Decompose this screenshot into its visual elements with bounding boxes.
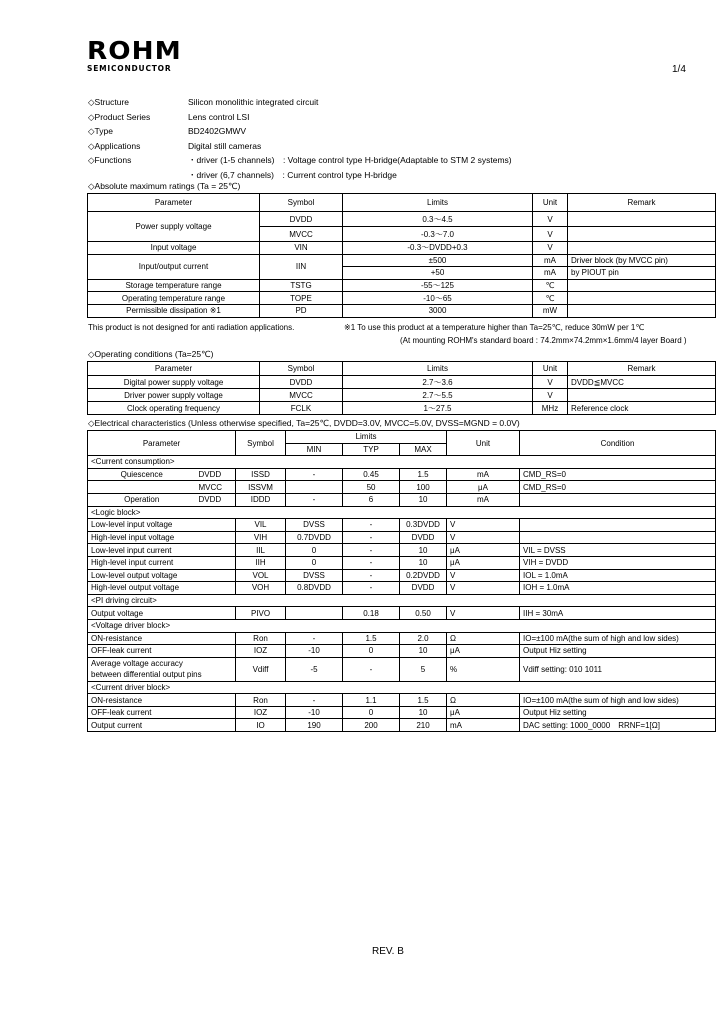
table-row: Low-level input current IIL 0 - 10 μA VIL = DVSS [88,544,716,557]
table-row: Quiescence DVDD ISSD - 0.45 1.5 mA CMD_RS=0 [88,468,716,481]
table-row: Clock operating frequency FCLK 1～27.5 MHz Reference clock [88,402,716,415]
dissipation-note: ※1 To use this product at a temperature higher than Ta=25℃, reduce 30mW per 1℃ [344,323,645,332]
page-number: 1/4 [672,64,686,75]
table-row: +50 mA by PIOUT pin [88,267,716,280]
info-row: ◇Functions ・driver (1-5 channels) : Voltage control type H-bridge(Adaptable to STM 2 systems) [88,155,512,165]
table-row: Operation DVDD IDDD - 6 10 mA [88,493,716,506]
table-row: Power supply voltage DVDD 0.3～4.5 V [88,212,716,227]
rohm-logo [87,36,182,73]
table-row: Low-level output voltage VOL DVSS - 0.2DVDD V IOL = 1.0mA [88,569,716,582]
table-row: Input voltage VIN -0.3～DVDD+0.3 V [88,242,716,255]
operating-table [87,361,716,415]
table-header-row: MIN TYP MAX [88,443,716,456]
revision-label: REV. B [372,946,404,957]
section-row: <Current consumption> [88,456,716,469]
section-row: <Logic block> [88,506,716,519]
info-row: ◇Product Series Lens control LSI [88,111,250,122]
abs-max-heading: ◇Absolute maximum ratings (Ta = 25℃) [88,181,241,191]
table-row: Storage temperature range TSTG -55～125 ℃ [88,279,716,292]
product-info [88,95,512,182]
abs-max-table [87,193,716,318]
info-row: ◇Type BD2402GMWV [88,126,247,136]
table-row: High-level input current IIH 0 - 10 μA VIH = DVDD [88,556,716,569]
brand-name: ROHM [87,36,182,65]
table-header-row: Parameter Symbol Limits Unit Remark [88,194,716,212]
table-header-row: Parameter Symbol Limits Unit Remark [88,362,716,376]
table-row: ON-resistance Ron - 1.1 1.5 Ω IO=±100 mA(the sum of high and low sides) [88,694,716,707]
table-row: Permissible dissipation ※1 PD 3000 mW [88,304,716,317]
table-row: Output voltage PIVO 0.18 0.50 V IIH = 30mA [88,607,716,620]
table-row: Input/output current IIN ±500 mA Driver block (by MVCC pin) [88,254,716,267]
info-row: ◇Structure Silicon monolithic integrated circuit [88,97,319,107]
info-row: ◇Applications Digital still cameras [88,140,262,151]
table-row: Low-level input voltage VIL DVSS - 0.3DVDD V [88,519,716,532]
table-row: MVCC -0.3～7.0 V [88,227,716,242]
electrical-table [87,430,716,732]
table-row: ON-resistance Ron - 1.5 2.0 Ω IO=±100 mA(the sum of high and low sides) [88,632,716,645]
board-note: (At mounting ROHM's standard board : 74.2mm×74.2mm×1.6mm/4 layer Board ) [400,336,687,345]
table-row: Operating temperature range TOPE -10～65 ℃ [88,292,716,305]
operating-heading: ◇Operating conditions (Ta=25℃) [88,349,214,359]
table-row: Average voltage accuracy between differential output pins Vdiff -5 - 5 % Vdiff setting: 010 1011 [88,657,716,681]
table-row: High-level input voltage VIH 0.7DVDD - DVDD V [88,531,716,544]
table-row: OFF-leak current IOZ -10 0 10 μA Output Hiz setting [88,706,716,719]
table-header-row: Parameter Symbol Limits Unit Condition [88,431,716,444]
section-row: <PI driving circuit> [88,594,716,607]
brand-subtitle: SEMICONDUCTOR [87,64,172,73]
section-row: <Current driver block> [88,681,716,694]
anti-radiation-note: This product is not designed for anti radiation applications. [88,323,295,332]
section-row: <Voltage driver block> [88,619,716,632]
table-row: MVCC ISSVM 50 100 μA CMD_RS=0 [88,481,716,494]
info-row: ・driver (6,7 channels) : Current control type H-bridge [188,169,397,180]
electrical-heading: ◇Electrical characteristics (Unless otherwise specified, Ta=25℃, DVDD=3.0V, MVCC=5.0V, DVSS=MGND = 0.0V) [88,418,520,428]
table-row: High-level output voltage VOH 0.8DVDD - DVDD V IOH = 1.0mA [88,582,716,595]
table-row: OFF-leak current IOZ -10 0 10 μA Output Hiz setting [88,645,716,658]
table-row: Digital power supply voltage DVDD 2.7～3.6 V DVDD≦MVCC [88,376,716,389]
table-row: Output current IO 190 200 210 mA DAC setting: 1000_0000 RRNF=1[Ω] [88,719,716,732]
table-row: Driver power supply voltage MVCC 2.7～5.5 V [88,389,716,402]
